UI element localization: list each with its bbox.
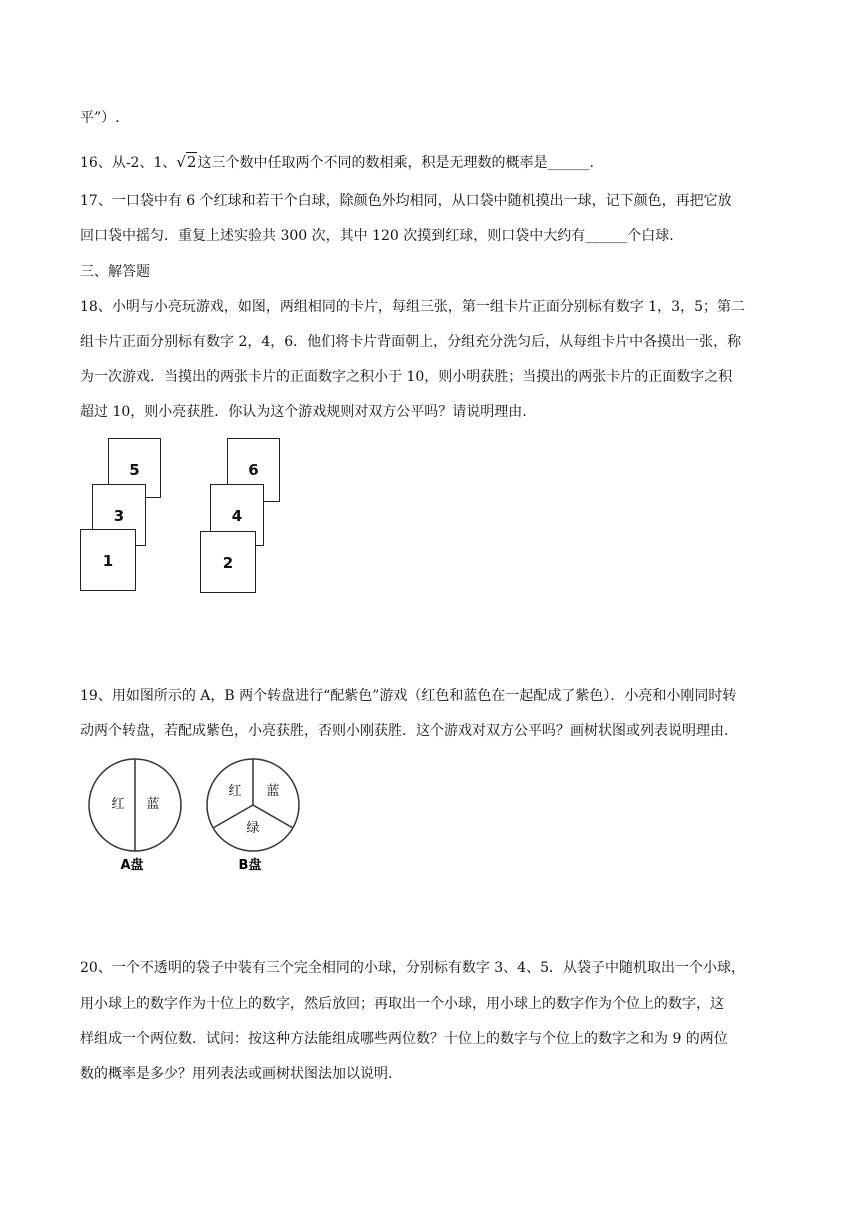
spinner-a <box>89 759 181 851</box>
question-19-line1: 19、用如图所示的 A，B 两个转盘进行“配紫色”游戏（红色和蓝色在一起配成了紫色）．小亮和小刚同时转 <box>80 688 737 704</box>
sqrt-radicand: 2 <box>186 153 197 171</box>
question-18-line4: 超过 10，则小亮获胜．你认为这个游戏规则对双方公平吗？请说明理由. <box>80 404 527 420</box>
sector-label: 红 <box>111 797 125 812</box>
spinner-b-caption: B盘 <box>238 858 262 873</box>
spinners-figure <box>80 755 330 880</box>
card: 1 <box>80 529 136 591</box>
card: 4 <box>210 484 264 546</box>
text-line: 平”）. <box>80 110 120 126</box>
sqrt-symbol: √2 <box>176 153 197 171</box>
sector-label: 蓝 <box>146 797 160 812</box>
q16-suffix: 这三个数中任取两个不同的数相乘，积是无理数的概率是______. <box>197 155 594 171</box>
question-16 <box>80 152 594 173</box>
question-20-line4: 数的概率是多少？用列表法或画树状图法加以说明. <box>80 1066 393 1082</box>
q16-prefix: 16、从-2、1、 <box>80 155 177 171</box>
question-18-line1: 18、小明与小亮玩游戏，如图，两组相同的卡片，每组三张，第一组卡片正面分别标有数字 1，3，5；第二 <box>80 299 745 315</box>
question-19-line2: 动两个转盘，若配成紫色，小亮获胜，否则小刚获胜．这个游戏对双方公平吗？画树状图或列表说明理由. <box>80 723 729 739</box>
sector-label: 蓝 <box>266 784 280 799</box>
section-heading: 三、解答题 <box>80 264 150 280</box>
card: 2 <box>200 531 256 593</box>
question-20-line1: 20、一个不透明的袋子中装有三个完全相同的小球，分别标有数字 3、4、5．从袋子中随机取出一个小球， <box>80 960 745 976</box>
question-17-line1: 17、一口袋中有 6 个红球和若干个白球，除颜色外均相同，从口袋中随机摸出一球，记下颜色，再把它放 <box>80 193 732 209</box>
spinner-b <box>207 759 299 851</box>
question-20-line2: 用小球上的数字作为十位上的数字，然后放回；再取出一个小球，用小球上的数字作为个位上的数字，这 <box>80 996 724 1012</box>
question-20-line3: 样组成一个两位数．试问：按这种方法能组成哪些两位数？十位上的数字与个位上的数字之和为 9 的两位 <box>80 1031 728 1047</box>
sector-label: 绿 <box>246 821 260 836</box>
card: 6 <box>227 438 280 502</box>
question-18-line2: 组卡片正面分别标有数字 2，4，6．他们将卡片背面朝上，分组充分洗匀后，从每组卡片中各摸出一张，称 <box>80 334 742 350</box>
card: 5 <box>108 438 161 498</box>
spinner-a-caption: A盘 <box>120 858 144 873</box>
card: 3 <box>92 484 146 546</box>
question-18-line3: 为一次游戏．当摸出的两张卡片的正面数字之积小于 10，则小明获胜；当摸出的两张卡片的正面数字之积 <box>80 369 733 385</box>
sector-label: 红 <box>228 784 242 799</box>
question-17-line2: 回口袋中摇匀．重复上述实验共 300 次，其中 120 次摸到红球，则口袋中大约有______个白球. <box>80 228 674 244</box>
